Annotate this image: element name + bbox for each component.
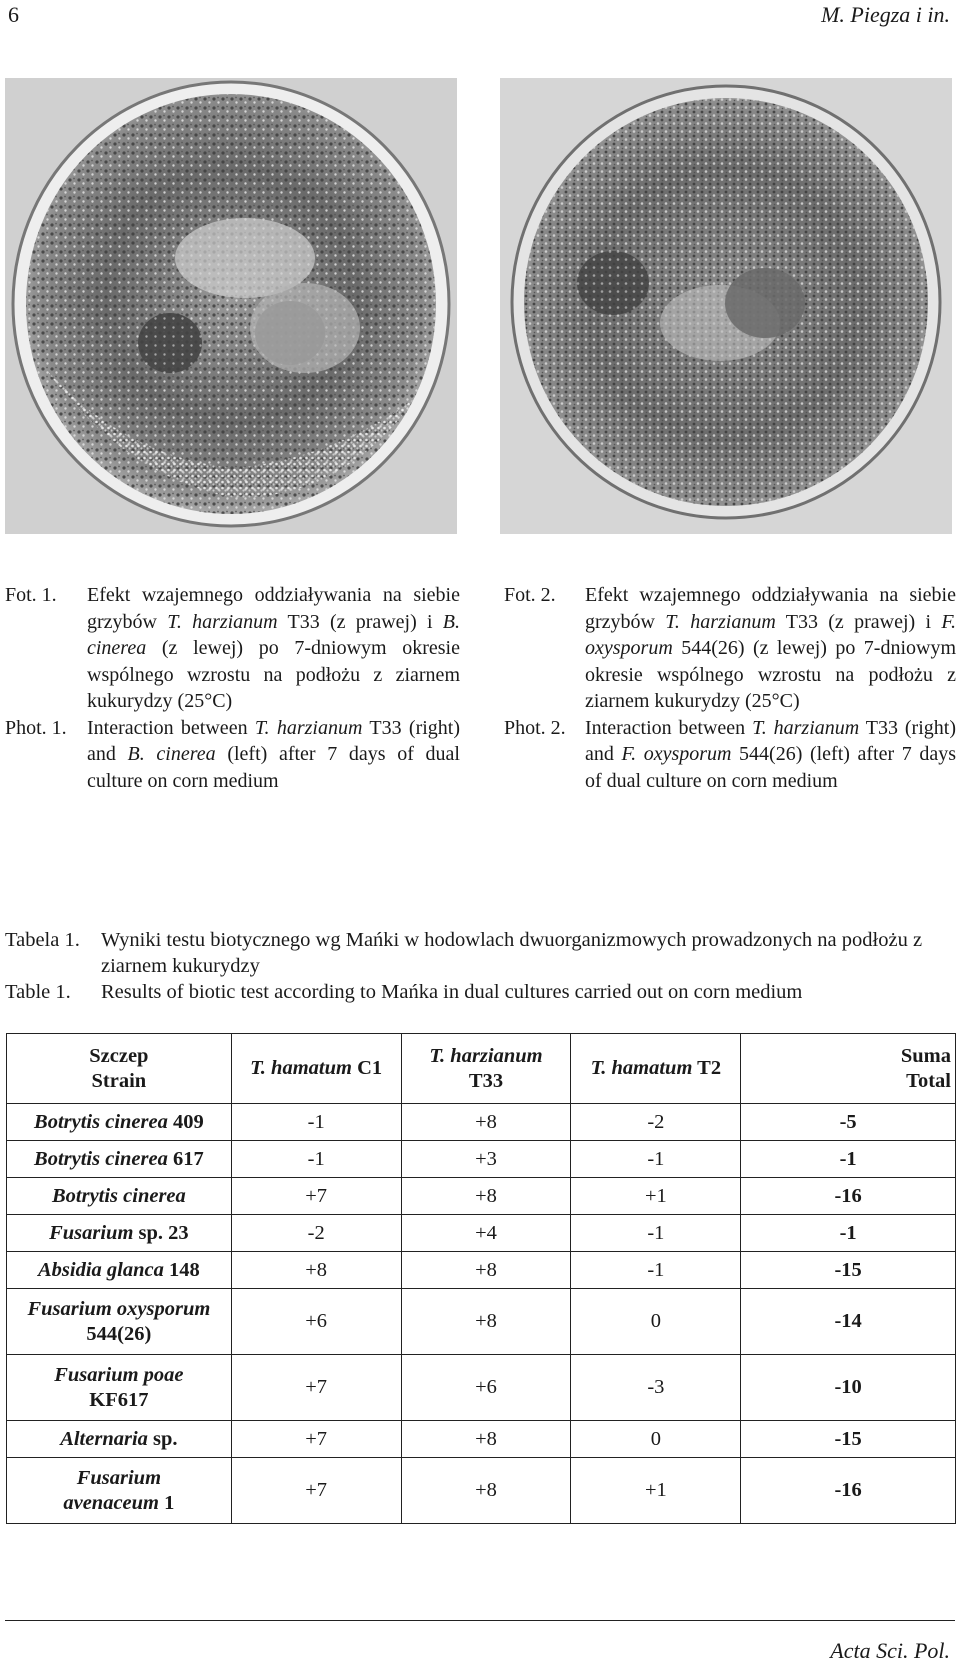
header-t-harzianum-t33 <box>401 1034 571 1104</box>
caption-text: 544(26) (left) after 7 days of dual culture on corn medium <box>585 743 956 792</box>
value-t33: +6 <box>401 1355 571 1421</box>
value-total: -16 <box>741 1178 956 1215</box>
value-total: -1 <box>741 1141 956 1178</box>
header-sum-en: Total <box>906 1069 951 1092</box>
strain-code: T33 <box>468 1069 504 1092</box>
caption-2-english <box>504 715 956 795</box>
table-caption-en-label: Table 1. <box>5 981 71 1003</box>
value-total: -14 <box>741 1289 956 1355</box>
strain-cell <box>7 1178 232 1215</box>
species-name: F. oxysporum <box>585 610 956 659</box>
caption-text: Efekt wzajemnego oddziaływania na siebie grzybów <box>585 584 956 633</box>
photo-caption-2 <box>504 582 956 794</box>
strain-cell <box>7 1215 232 1252</box>
caption-text: Efekt wzajemnego oddziaływania na siebie grzybów <box>87 584 460 633</box>
value-t33: +8 <box>401 1458 571 1524</box>
table-row <box>7 1252 956 1289</box>
value-total: -1 <box>741 1215 956 1252</box>
value-total: -15 <box>741 1252 956 1289</box>
table-row <box>7 1458 956 1524</box>
value-t2: -3 <box>571 1355 741 1421</box>
strain-cell <box>7 1355 232 1421</box>
header-strain <box>7 1034 232 1104</box>
caption-text: (left) after 7 days of dual culture on corn medium <box>87 743 460 792</box>
species-name: Fusarium oxysporum <box>27 1297 211 1320</box>
species-name: T. harzianum <box>665 610 776 633</box>
strain-cell <box>7 1458 232 1524</box>
species-name: B. cinerea <box>87 610 460 659</box>
species-name: Botrytis cinerea <box>51 1184 186 1207</box>
value-t33: +3 <box>401 1141 571 1178</box>
species-name: T. harzianum <box>429 1044 543 1067</box>
species-name: Botrytis cinerea <box>34 1147 168 1170</box>
table-header-row <box>7 1034 956 1104</box>
caption-text: T33 (z prawej) i <box>775 610 942 633</box>
value-c1: +7 <box>231 1355 401 1421</box>
table-row <box>7 1421 956 1458</box>
value-t33: +8 <box>401 1178 571 1215</box>
value-t33: +4 <box>401 1215 571 1252</box>
caption-1-pl-label: Fot. 1. <box>5 584 57 606</box>
strain-cell <box>7 1421 232 1458</box>
table-caption-english <box>5 979 955 1005</box>
photo-caption-1 <box>5 582 460 794</box>
caption-text: 544(26) (z lewej) po 7-dniowym okresie wspólnego wzrostu na podłożu z ziarnem kukurydzy (25°C) <box>585 637 956 712</box>
value-total: -15 <box>741 1421 956 1458</box>
species-name: F. oxysporum <box>621 743 732 765</box>
table-row <box>7 1104 956 1141</box>
header-strain-pl: Szczep <box>89 1044 149 1067</box>
caption-1-pl-text <box>87 582 460 715</box>
running-head: M. Piegza i in. <box>821 2 950 27</box>
table-row <box>7 1215 956 1252</box>
value-c1: -1 <box>231 1141 401 1178</box>
species-name: T. hamatum <box>590 1057 693 1079</box>
strain-code: sp. 23 <box>133 1221 189 1244</box>
value-t33: +8 <box>401 1421 571 1458</box>
strain-code: sp. <box>147 1427 178 1450</box>
strain-code: 148 <box>163 1258 200 1281</box>
species-name: T. harzianum <box>167 610 278 633</box>
strain-cell <box>7 1141 232 1178</box>
caption-2-en-label: Phot. 2. <box>504 716 566 739</box>
strain-code: T2 <box>692 1057 722 1079</box>
table-caption-pl-label: Tabela 1. <box>5 929 80 951</box>
table-caption-pl-text: Wyniki testu biotycznego wg Mańki w hodowlach dwuorganizmowych prowadzonych na podłożu z ziarnem kukurydzy <box>101 929 923 977</box>
value-t2: -1 <box>571 1215 741 1252</box>
table-row <box>7 1355 956 1421</box>
table-row <box>7 1141 956 1178</box>
header-t-hamatum-c1 <box>231 1034 401 1104</box>
caption-1-en-text <box>87 715 460 795</box>
species-name: Fusarium <box>76 1466 162 1489</box>
value-total: -5 <box>741 1104 956 1141</box>
value-t2: -1 <box>571 1252 741 1289</box>
header-strain-en: Strain <box>91 1069 147 1092</box>
strain-cell <box>7 1252 232 1289</box>
caption-2-pl-label: Fot. 2. <box>504 584 556 606</box>
strain-code: 617 <box>167 1147 204 1170</box>
species-name: T. hamatum <box>250 1057 352 1079</box>
table-caption <box>5 927 955 1005</box>
value-t2: -1 <box>571 1141 741 1178</box>
petri-dish-1-image <box>5 78 457 534</box>
petri-dish-2-image <box>500 78 952 534</box>
value-c1: +7 <box>231 1178 401 1215</box>
strain-code: C1 <box>351 1057 383 1079</box>
value-total: -10 <box>741 1355 956 1421</box>
species-name: T. harzianum <box>254 716 363 739</box>
species-name: Alternaria <box>60 1427 148 1450</box>
value-t2: +1 <box>571 1458 741 1524</box>
header-t-hamatum-t2 <box>571 1034 741 1104</box>
strain-code: 1 <box>159 1491 175 1514</box>
strain-code: 409 <box>167 1110 204 1133</box>
caption-text: (z lewej) po 7-dniowym okresie wspólnego wzrostu na podłożu z ziarnem kukurydzy (25°C) <box>87 637 460 712</box>
species-name: Fusarium <box>49 1221 134 1244</box>
caption-1-polish <box>5 582 460 715</box>
species-name: T. harzianum <box>752 716 860 739</box>
value-c1: +7 <box>231 1458 401 1524</box>
footer-rule <box>5 1620 955 1621</box>
value-c1: +8 <box>231 1252 401 1289</box>
value-c1: +6 <box>231 1289 401 1355</box>
caption-2-pl-text <box>585 582 956 715</box>
caption-text: T33 (right) and <box>585 716 956 765</box>
value-t33: +8 <box>401 1252 571 1289</box>
value-t33: +8 <box>401 1289 571 1355</box>
value-c1: -1 <box>231 1104 401 1141</box>
photo-petri-dish-2 <box>500 78 952 534</box>
strain-code: KF617 <box>89 1388 149 1411</box>
table-row <box>7 1178 956 1215</box>
table-row <box>7 1289 956 1355</box>
species-name: Botrytis cinerea <box>34 1110 168 1133</box>
table-caption-en-text: Results of biotic test according to Mańka in dual cultures carried out on corn medium <box>101 981 803 1003</box>
header-total <box>741 1034 956 1104</box>
caption-2-polish <box>504 582 956 715</box>
strain-code: 544(26) <box>86 1322 152 1345</box>
photo-petri-dish-1 <box>5 78 457 534</box>
species-name: Fusarium poae <box>54 1363 184 1386</box>
value-c1: +7 <box>231 1421 401 1458</box>
value-t2: 0 <box>571 1289 741 1355</box>
caption-text: Interaction between <box>585 716 753 739</box>
value-t2: +1 <box>571 1178 741 1215</box>
species-name: B. cinerea <box>127 743 216 765</box>
strain-cell <box>7 1289 232 1355</box>
value-total: -16 <box>741 1458 956 1524</box>
value-t2: -2 <box>571 1104 741 1141</box>
value-c1: -2 <box>231 1215 401 1252</box>
page-number: 6 <box>8 2 19 27</box>
strain-cell <box>7 1104 232 1141</box>
footer-journal-name: Acta Sci. Pol. <box>830 1638 950 1663</box>
value-t33: +8 <box>401 1104 571 1141</box>
species-name: avenaceum <box>63 1491 160 1514</box>
caption-1-en-label: Phot. 1. <box>5 716 67 739</box>
table-caption-polish <box>5 927 955 979</box>
caption-text: Interaction between <box>87 716 255 739</box>
species-name: Absidia glanca <box>38 1258 164 1281</box>
value-t2: 0 <box>571 1421 741 1458</box>
caption-text: T33 (right) and <box>87 716 460 765</box>
header-sum-pl: Suma <box>900 1044 951 1067</box>
caption-2-en-text <box>585 715 956 795</box>
results-table <box>6 1033 956 1524</box>
caption-1-english <box>5 715 460 795</box>
caption-text: T33 (z prawej) i <box>277 610 443 633</box>
